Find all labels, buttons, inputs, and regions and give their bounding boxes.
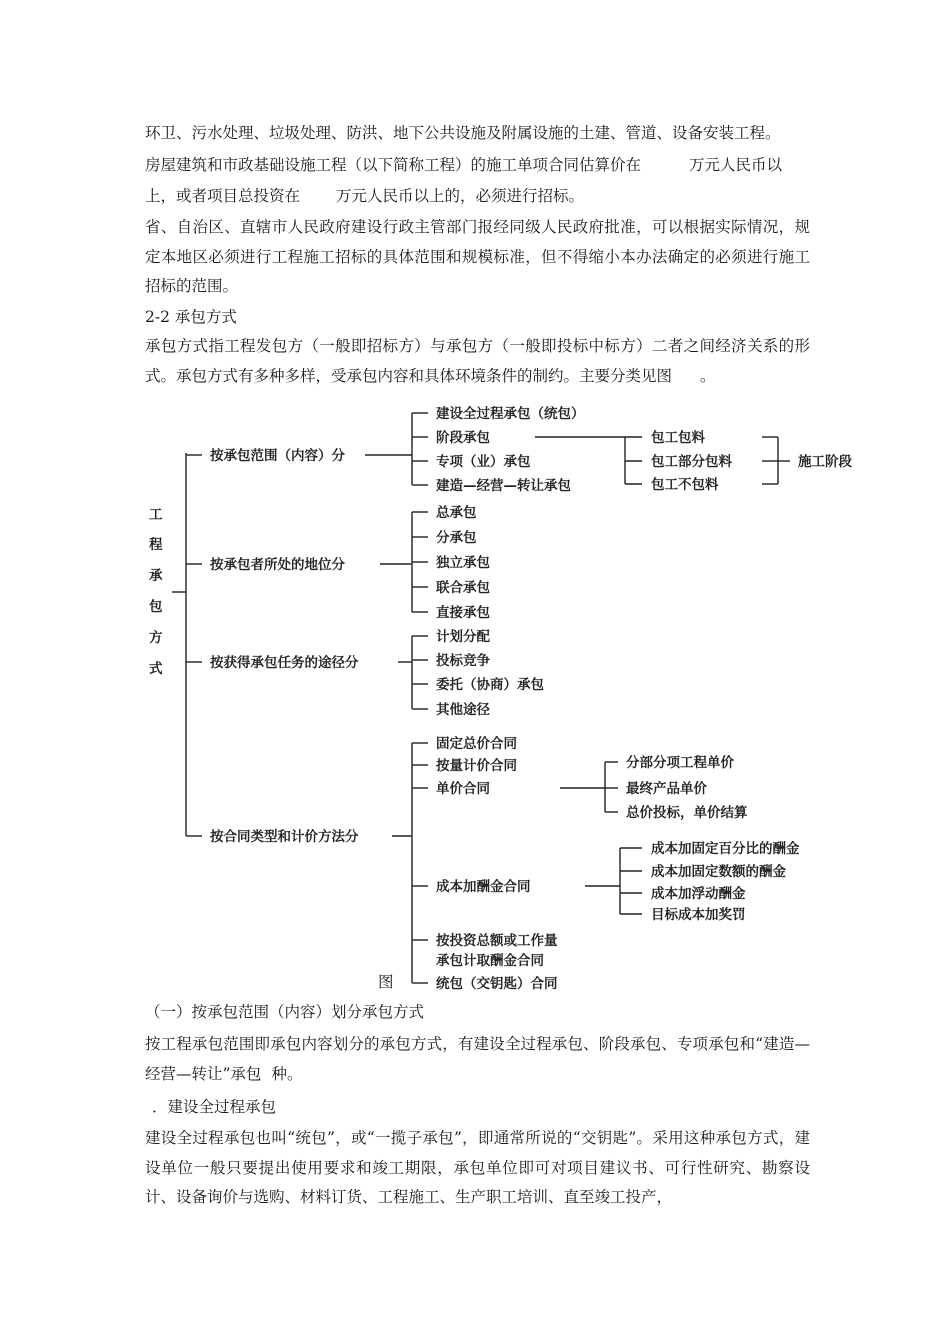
unit-price-item: 分部分项工程单价 (626, 755, 734, 771)
diagram-labels (149, 405, 852, 992)
stage-item: 包工包料 (651, 430, 705, 446)
category-item: 按量计价合同 (436, 758, 517, 774)
paragraph-2-part-b-start: 万元人民币以 (689, 156, 783, 174)
root-char: 式 (149, 661, 163, 677)
sub-heading: （一）按承包范围（内容）划分承包方式 (145, 1003, 425, 1021)
paragraph-2-part-b-end: 上，或者项目总投资在 (145, 187, 301, 205)
section-heading: 2-2 承包方式 (145, 308, 237, 326)
stage-item: 包工部分包料 (651, 454, 732, 470)
category-item: 按投资总额或工作量 (436, 933, 558, 949)
cost-plus-item: 目标成本加奖罚 (651, 907, 746, 923)
paragraph-1: 环卫、污水处理、垃圾处理、防洪、地下公共设施及附属设施的土建、管道、设备安装工程。 (145, 124, 781, 142)
category-item: 阶段承包 (436, 430, 490, 446)
category-item: 成本加酬金合同 (436, 879, 531, 895)
category-item: 固定总价合同 (436, 736, 517, 752)
category-item: 总承包 (436, 505, 477, 521)
category-label: 按承包者所处的地位分 (210, 557, 345, 573)
category-item: 计划分配 (436, 629, 490, 645)
item-heading: ．建设全过程承包 (152, 1098, 277, 1116)
category-item: 其他途径 (436, 702, 490, 718)
category-label: 按承包范围（内容）分 (210, 448, 345, 464)
cost-plus-item: 成本加固定数额的酬金 (651, 864, 786, 880)
paragraph-3: 省、自治区、直辖市人民政府建设行政主管部门报经同级人民政府批准，可以根据实际情况，规定本地区必须进行工程施工招标的具体范围和规模标准，但不得缩小本办法确定的必须进行施工招标的范围。 (145, 218, 810, 295)
paragraph-2-part-a: 房屋建筑和市政基础设施工程（以下简称工程）的施工单项合同估算价在 (145, 156, 642, 174)
category-item: 建造—经营—转让承包 (436, 478, 571, 494)
category-item: 专项（业）承包 (436, 454, 531, 470)
category-item: 建设全过程承包（统包） (436, 406, 585, 422)
root-char: 工 (149, 507, 163, 523)
paragraph-4-end: 。 (700, 366, 716, 385)
root-char: 承 (149, 568, 163, 584)
root-char: 方 (149, 630, 163, 646)
paragraph-5-text: 按工程承包范围即承包内容划分的承包方式，有建设全过程承包、阶段承包、专项承包和“建造—经营—转让”承包 (145, 1035, 810, 1083)
category-item: 投标竞争 (436, 653, 490, 669)
stage-label: 施工阶段 (798, 454, 852, 470)
cost-plus-item: 成本加固定百分比的酬金 (651, 841, 800, 857)
category-label: 按获得承包任务的途径分 (210, 655, 359, 671)
category-item: 单价合同 (436, 781, 490, 797)
paragraph-6: 建设全过程承包也叫“统包”，或“一揽子承包”，即通常所说的“交钥匙”。采用这种承包方式，建设单位一般只要提出使用要求和竣工期限，承包单位即可对项目建议书、可行性研究、勘察设计、设备询价与选购、材料订货、工程施工、生产职工培训、直至竣工投产， (145, 1129, 810, 1206)
paragraph-5 (145, 1030, 810, 1089)
figure-caption: 图 (378, 973, 394, 991)
unit-price-item: 总价投标，单价结算 (626, 805, 748, 821)
cost-plus-item: 成本加浮动酬金 (651, 886, 746, 902)
paragraph-4-text: 承包方式指工程发包方（一般即招标方）与承包方（一般即投标中标方）二者之间经济关系的形式。承包方式有多种多样，受承包内容和具体环境条件的制约。主要分类见图 (145, 337, 810, 385)
stage-item: 包工不包料 (651, 477, 719, 493)
paragraph-2-part-c: 万元人民币以上的，必须进行招标。 (336, 187, 585, 205)
category-label: 按合同类型和计价方法分 (210, 829, 359, 845)
unit-price-item: 最终产品单价 (626, 781, 707, 797)
category-item: 独立承包 (436, 555, 490, 571)
root-char: 包 (149, 599, 163, 615)
category-item: 直接承包 (436, 605, 490, 621)
category-item: 统包（交钥匙）合同 (436, 976, 558, 992)
category-item: 承包计取酬金合同 (436, 953, 544, 969)
category-item: 分承包 (436, 530, 477, 546)
category-item: 委托（协商）承包 (436, 677, 544, 693)
category-item: 联合承包 (436, 580, 490, 596)
paragraph-5-end: 种。 (271, 1064, 303, 1083)
root-char: 程 (149, 537, 163, 553)
